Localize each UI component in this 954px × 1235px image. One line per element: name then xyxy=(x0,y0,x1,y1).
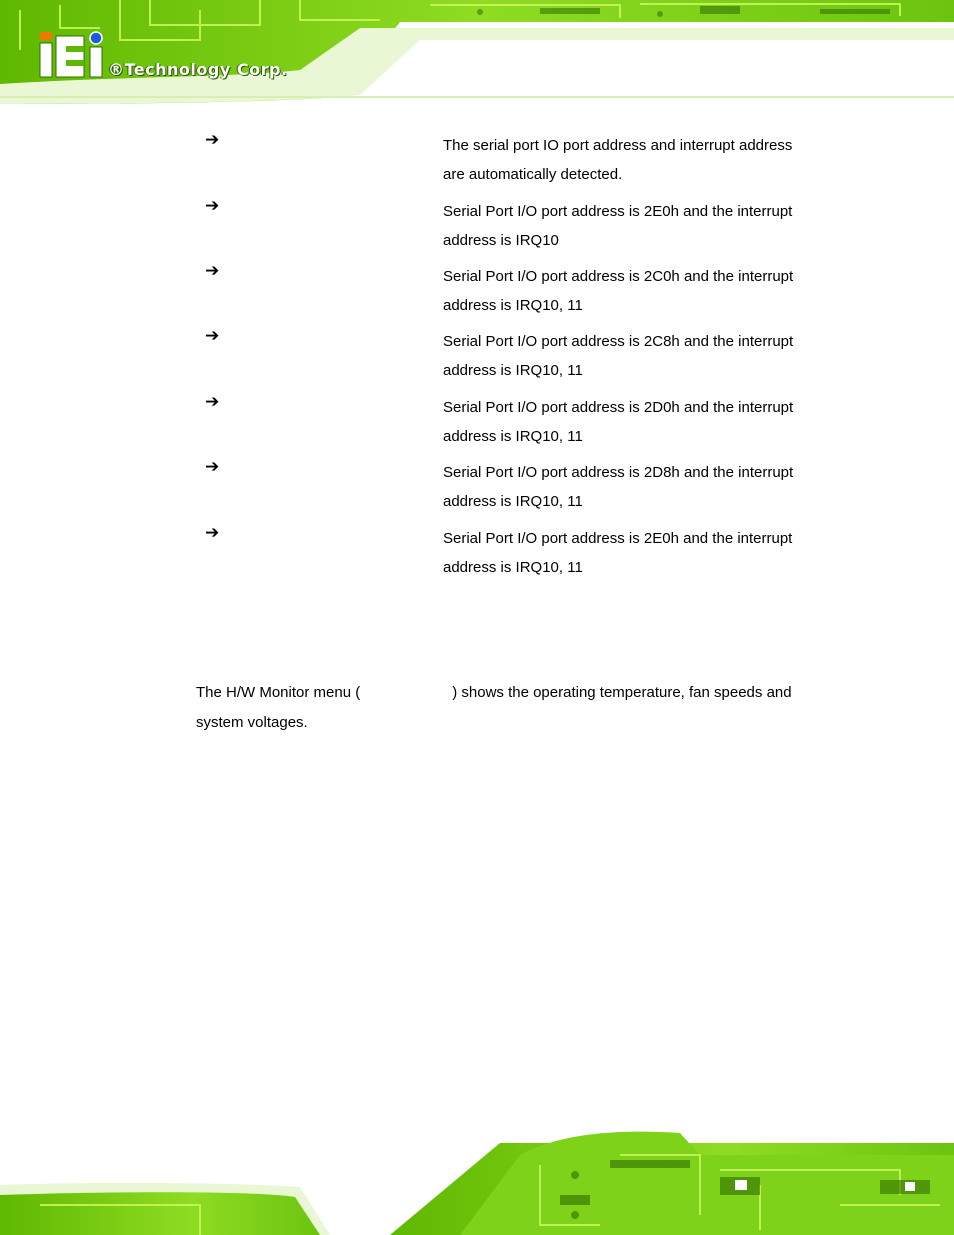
arrow-right-icon: ➔ xyxy=(205,392,220,412)
footer-banner xyxy=(0,1125,954,1235)
arrow-right-icon: ➔ xyxy=(205,457,220,477)
list-item xyxy=(0,523,954,583)
hw-monitor-paragraph: The H/W Monitor menu ( ) shows the operating temperature, fan speeds and system voltages. xyxy=(196,684,792,731)
header-banner xyxy=(0,0,954,112)
list-item xyxy=(0,261,954,321)
arrow-right-icon: ➔ xyxy=(205,523,220,543)
option-description: Serial Port I/O port address is 2C8h and the interrupt address is IRQ10, 11 xyxy=(443,333,794,379)
arrow-right-icon: ➔ xyxy=(205,326,220,346)
arrow-right-icon: ➔ xyxy=(205,196,220,216)
option-description: Serial Port I/O port address is 2C0h and the interrupt address is IRQ10, 11 xyxy=(443,268,794,314)
option-description: Serial Port I/O port address is 2E0h and the interrupt address is IRQ10 xyxy=(443,203,793,249)
option-description: Serial Port I/O port address is 2E0h and the interrupt address is IRQ10, 11 xyxy=(443,530,793,576)
list-item xyxy=(0,392,954,452)
list-item xyxy=(0,326,954,386)
option-description: The serial port IO port address and interrupt address are automatically detected. xyxy=(443,137,793,183)
list-item xyxy=(0,196,954,256)
option-description: Serial Port I/O port address is 2D0h and the interrupt address is IRQ10, 11 xyxy=(443,399,794,445)
arrow-right-icon: ➔ xyxy=(205,261,220,281)
option-description: Serial Port I/O port address is 2D8h and the interrupt address is IRQ10, 11 xyxy=(443,464,794,510)
pcb-footer-graphic xyxy=(0,1125,954,1235)
iei-logo-icon xyxy=(38,30,108,82)
list-item xyxy=(0,130,954,190)
arrow-right-icon: ➔ xyxy=(205,130,220,150)
brand-name: ®Technology Corp. xyxy=(108,60,288,79)
list-item xyxy=(0,457,954,517)
